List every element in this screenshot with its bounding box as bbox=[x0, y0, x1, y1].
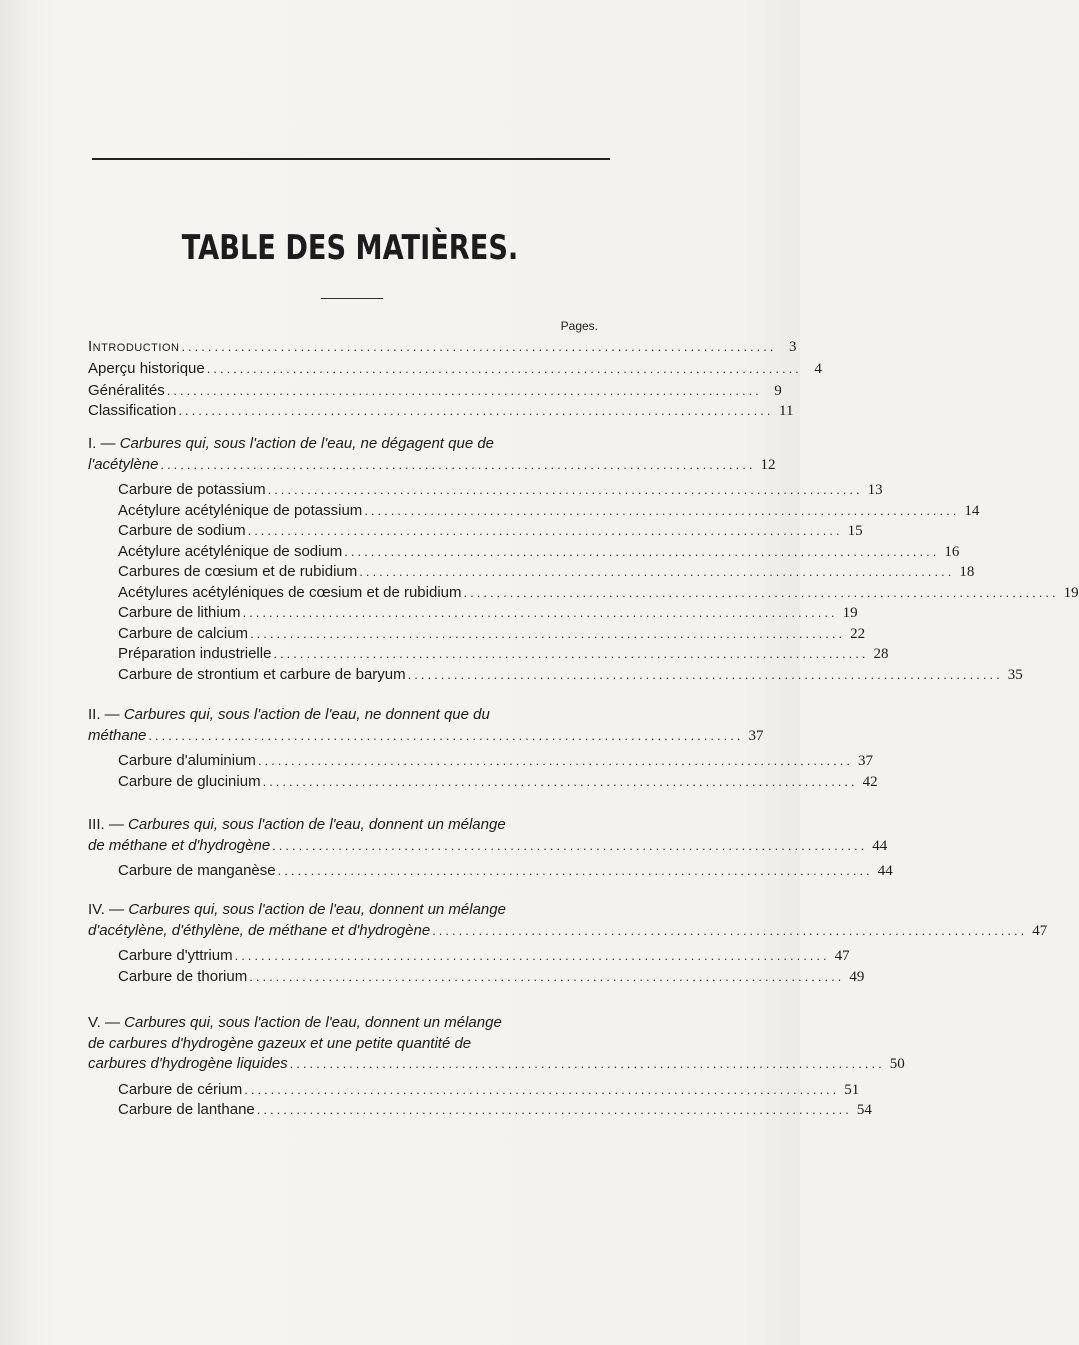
section-heading-text: Carbures qui, sous l'action de l'eau, donnent un mélange bbox=[128, 901, 506, 918]
toc-entry bbox=[118, 1100, 872, 1120]
entry-label: Carbures de cœsium et de rubidium bbox=[118, 563, 358, 580]
pages-column-label: Pages. bbox=[560, 319, 598, 333]
page-number: 44 bbox=[877, 863, 893, 879]
toc-entry bbox=[118, 772, 878, 792]
section-heading-last-line bbox=[88, 455, 776, 475]
dot-leader: .......................................................................................... bbox=[432, 922, 1028, 938]
entry-label: Carbure de strontium et carbure de baryum bbox=[118, 665, 406, 683]
section-heading-text: de carbures d'hydrogène gazeux et une petite quantité de bbox=[88, 1034, 472, 1052]
dot-leader: .......................................................................................... bbox=[267, 482, 863, 497]
section-heading bbox=[88, 1034, 598, 1054]
dot-leader: .......................................................................................... bbox=[148, 727, 744, 743]
page-number: 15 bbox=[847, 523, 863, 539]
page-number: 16 bbox=[944, 543, 960, 560]
page-number: 11 bbox=[779, 403, 794, 419]
dot-leader: .......................................................................................... bbox=[206, 361, 802, 376]
entry-label: Classification bbox=[88, 402, 177, 419]
page-number: 12 bbox=[760, 456, 776, 473]
entry-label: Carbure de cérium bbox=[118, 1080, 243, 1098]
dot-leader: .......................................................................................... bbox=[407, 666, 1003, 682]
section-heading-text: de méthane et d'hydrogène bbox=[88, 836, 271, 854]
toc-entry bbox=[118, 603, 858, 623]
toc-entry bbox=[118, 583, 1079, 603]
section-heading bbox=[88, 705, 598, 725]
toc-entry bbox=[88, 359, 822, 379]
toc-entry bbox=[88, 401, 794, 421]
entry-label: Préparation industrielle bbox=[118, 645, 272, 662]
toc-entry bbox=[118, 542, 960, 562]
entry-label: Carbure de potassium bbox=[118, 481, 266, 498]
page-number: 42 bbox=[862, 773, 878, 790]
page-number: 54 bbox=[856, 1102, 872, 1118]
dot-leader: .......................................................................................... bbox=[344, 543, 940, 559]
entry-label: Carbure de lithium bbox=[118, 604, 241, 621]
entry-label: Généralités bbox=[88, 382, 165, 399]
page-number: 4 bbox=[814, 361, 822, 377]
toc-entry bbox=[118, 1080, 860, 1100]
section-numeral: V. — bbox=[88, 1014, 120, 1031]
section-heading-text: Carbures qui, sous l'action de l'eau, donnent un mélange bbox=[124, 1014, 502, 1031]
page-number: 50 bbox=[889, 1056, 905, 1072]
dot-leader: .......................................................................................... bbox=[364, 502, 960, 518]
toc-entry bbox=[118, 644, 889, 664]
dot-leader: .......................................................................................... bbox=[244, 1081, 840, 1097]
toc-entry bbox=[88, 337, 797, 357]
entry-label: Acétylure acétylénique de sodium bbox=[118, 542, 343, 560]
dot-leader: .......................................................................................... bbox=[178, 403, 774, 418]
entry-label: Introduction bbox=[88, 338, 180, 355]
toc-entry bbox=[118, 624, 866, 644]
section-numeral: III. — bbox=[88, 816, 124, 833]
page-title: TABLE DES MATIÈRES. bbox=[181, 228, 519, 268]
section-heading bbox=[88, 1013, 598, 1033]
page-number: 37 bbox=[858, 753, 874, 769]
entry-label: Carbure d'aluminium bbox=[118, 752, 256, 769]
dot-leader: .......................................................................................... bbox=[359, 564, 955, 579]
dot-leader: .......................................................................................... bbox=[262, 773, 858, 789]
entry-label: Carbure de lanthane bbox=[118, 1101, 255, 1118]
dot-leader: .......................................................................................... bbox=[160, 456, 756, 472]
page-number: 28 bbox=[873, 646, 889, 662]
page-number: 9 bbox=[774, 383, 782, 399]
top-rule bbox=[92, 158, 610, 160]
page-number: 22 bbox=[850, 625, 866, 642]
page-number: 19 bbox=[842, 605, 858, 621]
dot-leader: .......................................................................................... bbox=[273, 646, 869, 661]
section-heading-last-line bbox=[88, 836, 888, 856]
section-heading bbox=[88, 815, 598, 835]
entry-label: Carbure d'yttrium bbox=[118, 947, 233, 964]
page-number: 49 bbox=[849, 968, 865, 985]
section-heading-last-line bbox=[88, 726, 764, 746]
page-number: 3 bbox=[789, 339, 797, 355]
page-number: 14 bbox=[964, 502, 980, 519]
toc-entry bbox=[118, 562, 975, 582]
section-heading-text: l'acétylène bbox=[88, 455, 159, 473]
dot-leader: .......................................................................................... bbox=[247, 523, 843, 538]
page-number: 44 bbox=[872, 837, 888, 854]
toc-entry bbox=[118, 861, 893, 881]
page-number: 19 bbox=[1063, 584, 1079, 601]
toc-entry bbox=[118, 501, 980, 521]
page-number: 35 bbox=[1007, 666, 1023, 683]
entry-label: Acétylure acétylénique de potassium bbox=[118, 501, 363, 519]
page-number: 47 bbox=[1032, 922, 1048, 939]
section-heading-last-line bbox=[88, 1054, 905, 1074]
dot-leader: .......................................................................................... bbox=[250, 625, 846, 641]
section-heading-text: méthane bbox=[88, 726, 147, 744]
section-numeral: II. — bbox=[88, 706, 120, 723]
section-heading-last-line bbox=[88, 921, 1048, 941]
toc-entry bbox=[118, 521, 863, 541]
toc-entry bbox=[118, 665, 1023, 685]
section-heading-text: d'acétylène, d'éthylène, de méthane et d'hydrogène bbox=[88, 921, 431, 939]
entry-label: Carbure de thorium bbox=[118, 967, 248, 985]
entry-label: Acétylures acétyléniques de cœsium et de rubidium bbox=[118, 583, 462, 601]
section-heading bbox=[88, 434, 598, 454]
title-rule bbox=[321, 298, 383, 299]
page-number: 47 bbox=[834, 948, 850, 964]
section-numeral: I. — bbox=[88, 435, 116, 452]
dot-leader: .......................................................................................... bbox=[257, 753, 854, 768]
dot-leader: .......................................................................................... bbox=[277, 863, 873, 878]
section-heading bbox=[88, 900, 598, 920]
toc-entry bbox=[118, 751, 874, 771]
dot-leader: .......................................................................................... bbox=[289, 1056, 885, 1071]
entry-label: Carbure de manganèse bbox=[118, 862, 276, 879]
entry-label: Carbure de sodium bbox=[118, 522, 246, 539]
page-number: 37 bbox=[748, 727, 764, 744]
toc-entry bbox=[88, 381, 782, 401]
dot-leader: .......................................................................................... bbox=[166, 383, 762, 398]
section-heading-text: carbures d'hydrogène liquides bbox=[88, 1055, 288, 1072]
dot-leader: .......................................................................................... bbox=[463, 584, 1059, 600]
entry-label: Carbure de glucinium bbox=[118, 772, 261, 790]
dot-leader: .......................................................................................... bbox=[272, 837, 868, 853]
entry-label: Carbure de calcium bbox=[118, 624, 249, 642]
page-number: 51 bbox=[844, 1081, 860, 1098]
page-number: 18 bbox=[959, 564, 975, 580]
dot-leader: .......................................................................................... bbox=[234, 948, 830, 963]
section-numeral: IV. — bbox=[88, 901, 125, 918]
entry-label: Aperçu historique bbox=[88, 360, 205, 377]
page-number: 13 bbox=[867, 482, 883, 498]
dot-leader: .......................................................................................... bbox=[256, 1102, 852, 1117]
dot-leader: .......................................................................................... bbox=[249, 968, 845, 984]
dot-leader: .......................................................................................... bbox=[181, 339, 777, 354]
section-heading-text: Carbures qui, sous l'action de l'eau, ne donnent que du bbox=[123, 706, 490, 723]
toc-entry bbox=[118, 967, 865, 987]
dot-leader: .......................................................................................... bbox=[242, 605, 838, 620]
section-heading-text: Carbures qui, sous l'action de l'eau, ne dégagent que de bbox=[119, 435, 495, 452]
toc-entry bbox=[118, 480, 883, 500]
section-heading-text: Carbures qui, sous l'action de l'eau, donnent un mélange bbox=[128, 816, 506, 833]
toc-entry bbox=[118, 946, 850, 966]
